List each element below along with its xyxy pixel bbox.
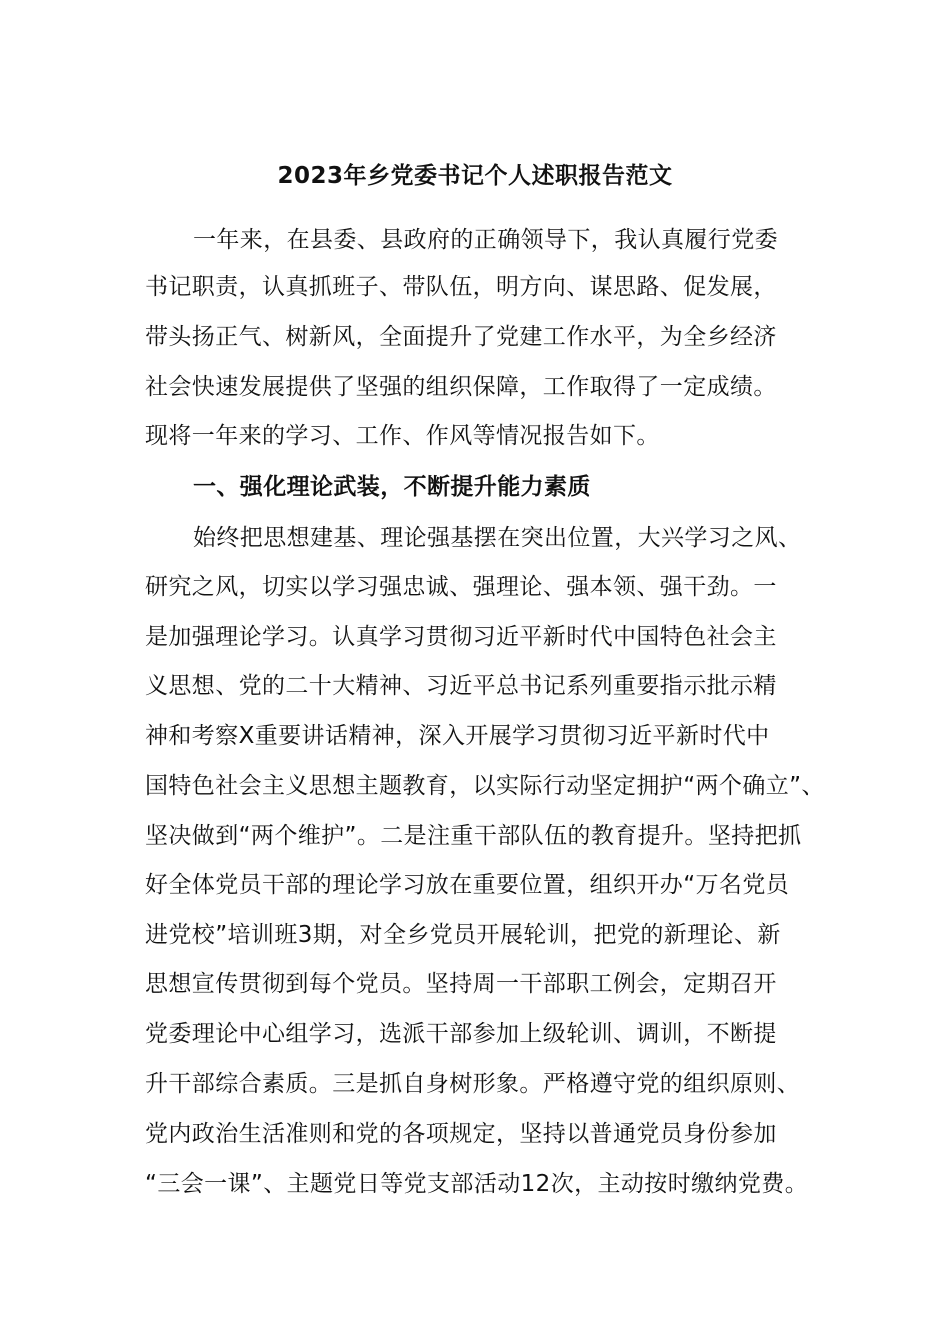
- paragraph-line: 带头扬正气、树新风，全面提升了党建工作水平，为全乡经济: [145, 324, 777, 350]
- paragraph-line: 一年来，在县委、县政府的正确领导下，我认真履行党委: [193, 227, 778, 253]
- paragraph-line: 党内政治生活准则和党的各项规定，坚持以普通党员身份参加: [145, 1121, 777, 1147]
- paragraph-line: 始终把思想建基、理论强基摆在突出位置，大兴学习之风、: [193, 525, 802, 551]
- paragraph-line: 国特色社会主义思想主题教育，以实际行动坚定拥护“两个确立”、: [145, 773, 825, 799]
- paragraph-line: 好全体党员干部的理论学习放在重要位置，组织开办“万名党员: [145, 872, 790, 898]
- paragraph-line: 研究之风，切实以学习强忠诚、强理论、强本领、强干劲。一: [145, 574, 777, 600]
- paragraph-line: 现将一年来的学习、工作、作风等情况报告如下。: [145, 423, 660, 449]
- paragraph-line: 书记职责，认真抓班子、带队伍，明方向、谋思路、促发展，: [145, 274, 777, 300]
- section-heading: 一、强化理论武装，不断提升能力素质: [193, 474, 591, 500]
- paragraph-line: “三会一课”、主题党日等党支部活动12次，主动按时缴纳党费。: [145, 1171, 809, 1197]
- paragraph-line: 进党校”培训班3期，对全乡党员开展轮训，把党的新理论、新: [145, 922, 781, 948]
- paragraph-line: 义思想、党的二十大精神、习近平总书记系列重要指示批示精: [145, 673, 777, 699]
- paragraph-line: 思想宣传贯彻到每个党员。坚持周一干部职工例会，定期召开: [145, 971, 777, 997]
- document-title: 2023年乡党委书记个人述职报告范文: [277, 163, 673, 189]
- paragraph-line: 升干部综合素质。三是抓自身树形象。严格遵守党的组织原则、: [145, 1071, 801, 1097]
- paragraph-line: 党委理论中心组学习，选派干部参加上级轮训、调训，不断提: [145, 1021, 777, 1047]
- paragraph-line: 神和考察X重要讲话精神，深入开展学习贯彻习近平新时代中: [145, 723, 770, 749]
- paragraph-line: 坚决做到“两个维护”。二是注重干部队伍的教育提升。坚持把抓: [145, 823, 802, 849]
- paragraph-line: 社会快速发展提供了坚强的组织保障，工作取得了一定成绩。: [145, 374, 777, 400]
- paragraph-line: 是加强理论学习。认真学习贯彻习近平新时代中国特色社会主: [145, 624, 777, 650]
